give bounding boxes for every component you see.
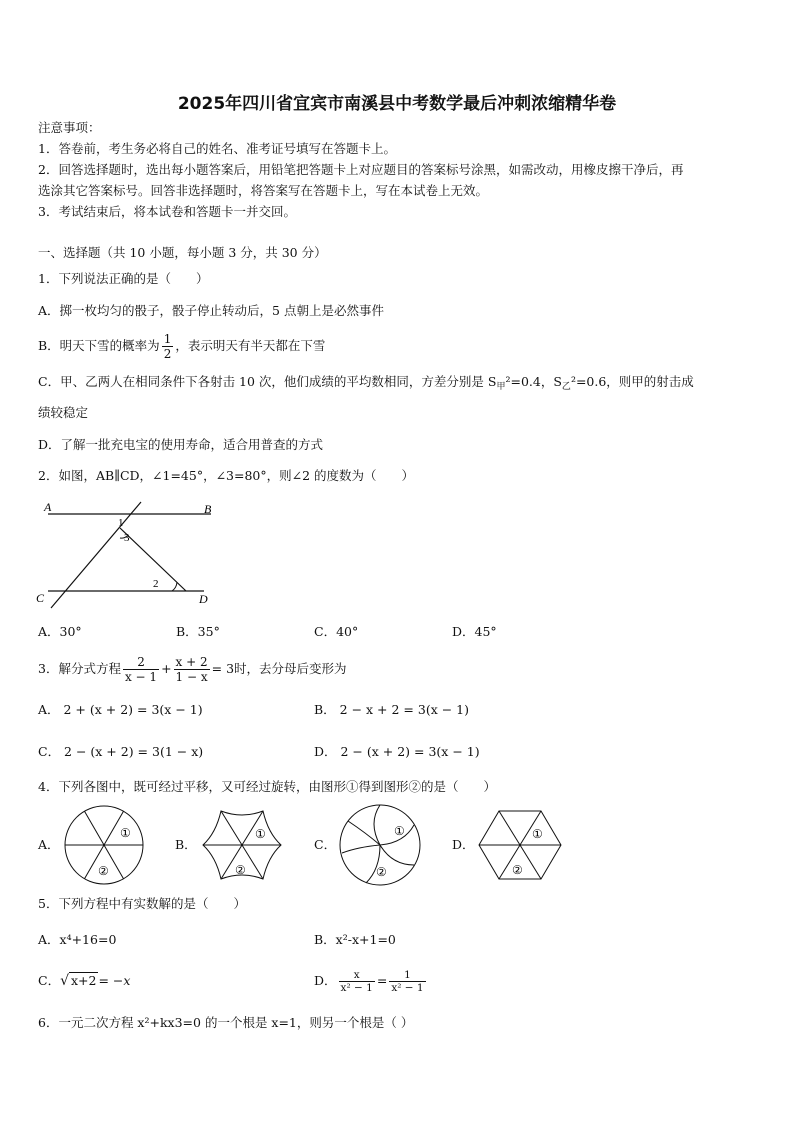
q4-option-b-label: B． bbox=[175, 837, 197, 852]
q5-stem: 5．下列方程中有实数解的是（ ） bbox=[38, 896, 246, 911]
point-label-c: C bbox=[36, 591, 45, 605]
angle-label-1: 1 bbox=[118, 517, 124, 529]
exam-title: 2025年四川省宜宾市南溪县中考数学最后冲刺浓缩精华卷 bbox=[177, 94, 617, 114]
q1-option-d: D．了解一批充电宝的使用寿命，适合用普查的方式 bbox=[38, 437, 324, 452]
hexagon-figure bbox=[478, 805, 568, 889]
parallel-lines-figure bbox=[36, 500, 236, 610]
angle-label-3: 3 bbox=[124, 532, 130, 544]
fraction: $\frac{1}{2}$ bbox=[163, 332, 172, 361]
q3-option-a: A． 2 + (x + 2) = 3(x − 1) bbox=[38, 702, 203, 717]
fraction: $\frac{1}{\text{x² − 1}}$ bbox=[391, 969, 424, 994]
q4-stem: 4．下列各图中，既可经过平移，又可经过旋转，由图形①得到图形②的是（ ） bbox=[38, 779, 496, 794]
q3-stem: 3．解分式方程 $\frac{2}{x - 1}$ + $\frac{x + 2}{1 - x}$ = 3时，去分母后变形为 bbox=[38, 655, 347, 684]
q1-option-c-cont: 绩较稳定 bbox=[38, 405, 89, 420]
q2-option-a: A．30° bbox=[38, 624, 82, 639]
notice-item: 选涂其它答案标号。回答非选择题时，将答案写在答题卡上，写在本试卷上无效。 bbox=[38, 183, 489, 198]
q2-stem: 2．如图，AB∥CD，∠1=45°，∠3=80°，则∠2 的度数为（ ） bbox=[38, 468, 415, 483]
q1-option-b: B．明天下雪的概率为 $\frac{1}{2}$ ，表示明天有半天都在下雪 bbox=[38, 332, 326, 361]
q2-option-b: B．35° bbox=[176, 624, 220, 639]
notice-heading: 注意事项： bbox=[38, 120, 101, 135]
q4-option-a-label: A． bbox=[38, 837, 60, 852]
fraction: $\frac{x + 2}{1 - x}$ bbox=[175, 655, 208, 684]
notice-item: 3．考试结束后，将本试卷和答题卡一并交回。 bbox=[38, 204, 296, 219]
fraction: $\frac{2}{x - 1}$ bbox=[124, 655, 158, 684]
point-label-b: B bbox=[204, 502, 212, 516]
figure-mark-1: ① bbox=[532, 827, 543, 841]
q5-option-a: A．x⁴+16=0 bbox=[38, 932, 117, 947]
q2-option-c: C．40° bbox=[314, 624, 359, 639]
figure-mark-1: ① bbox=[394, 824, 405, 838]
q1-stem: 1．下列说法正确的是（ ） bbox=[38, 271, 209, 286]
q1-option-c: C．甲、乙两人在相同条件下各射击 10 次，他们成绩的平均数相同，方差分别是 $S_甲^2=0.4$，$S_乙^2=0.6$，则甲的射击成 bbox=[38, 374, 694, 392]
circle-sectors-figure bbox=[62, 805, 152, 889]
q2-option-d: D．45° bbox=[452, 624, 497, 639]
curved-hexagon-figure bbox=[200, 805, 290, 889]
section-heading: 一、选择题（共 10 小题，每小题 3 分，共 30 分） bbox=[38, 245, 327, 260]
pinwheel-circle-figure bbox=[338, 803, 428, 893]
figure-mark-2: ② bbox=[235, 863, 246, 877]
notice-item: 1．答卷前，考生务必将自己的姓名、准考证号填写在答题卡上。 bbox=[38, 141, 396, 156]
figure-mark-2: ② bbox=[376, 865, 387, 879]
q6-stem: 6．一元二次方程 x²+kx3=0 的一个根是 x=1，则另一个根是（ ） bbox=[38, 1015, 414, 1030]
radical-sign: √ bbox=[60, 973, 69, 989]
figure-mark-2: ② bbox=[98, 864, 109, 878]
q5-option-d: D． $\frac{x}{\text{x² − 1}}$ = $\frac{1}{\text{x² − 1}}$ bbox=[314, 969, 424, 994]
point-label-a: A bbox=[44, 500, 52, 514]
q5-option-c: C．√ x+2 = −x bbox=[38, 973, 131, 989]
q4-option-d-label: D． bbox=[452, 837, 475, 852]
fraction: $\frac{x}{\text{x² − 1}}$ bbox=[340, 969, 373, 994]
q3-option-b: B． 2 − x + 2 = 3(x − 1) bbox=[314, 702, 470, 717]
q3-option-c: C． 2 − (x + 2) = 3(1 − x) bbox=[38, 744, 204, 759]
figure-mark-1: ① bbox=[120, 826, 131, 840]
q3-option-d: D． 2 − (x + 2) = 3(x − 1) bbox=[314, 744, 480, 759]
point-label-d: D bbox=[199, 592, 208, 606]
q5-option-b: B．x²-x+1=0 bbox=[314, 932, 396, 947]
q4-option-c-label: C． bbox=[314, 837, 337, 852]
q1-option-a: A．掷一枚均匀的骰子，骰子停止转动后，5 点朝上是必然事件 bbox=[38, 303, 384, 318]
angle-label-2: 2 bbox=[153, 578, 159, 590]
figure-mark-1: ① bbox=[255, 827, 266, 841]
figure-mark-2: ② bbox=[512, 863, 523, 877]
notice-item: 2．回答选择题时，选出每小题答案后，用铅笔把答题卡上对应题目的答案标号涂黑，如需改动，用橡皮擦干净后，再 bbox=[38, 162, 684, 177]
